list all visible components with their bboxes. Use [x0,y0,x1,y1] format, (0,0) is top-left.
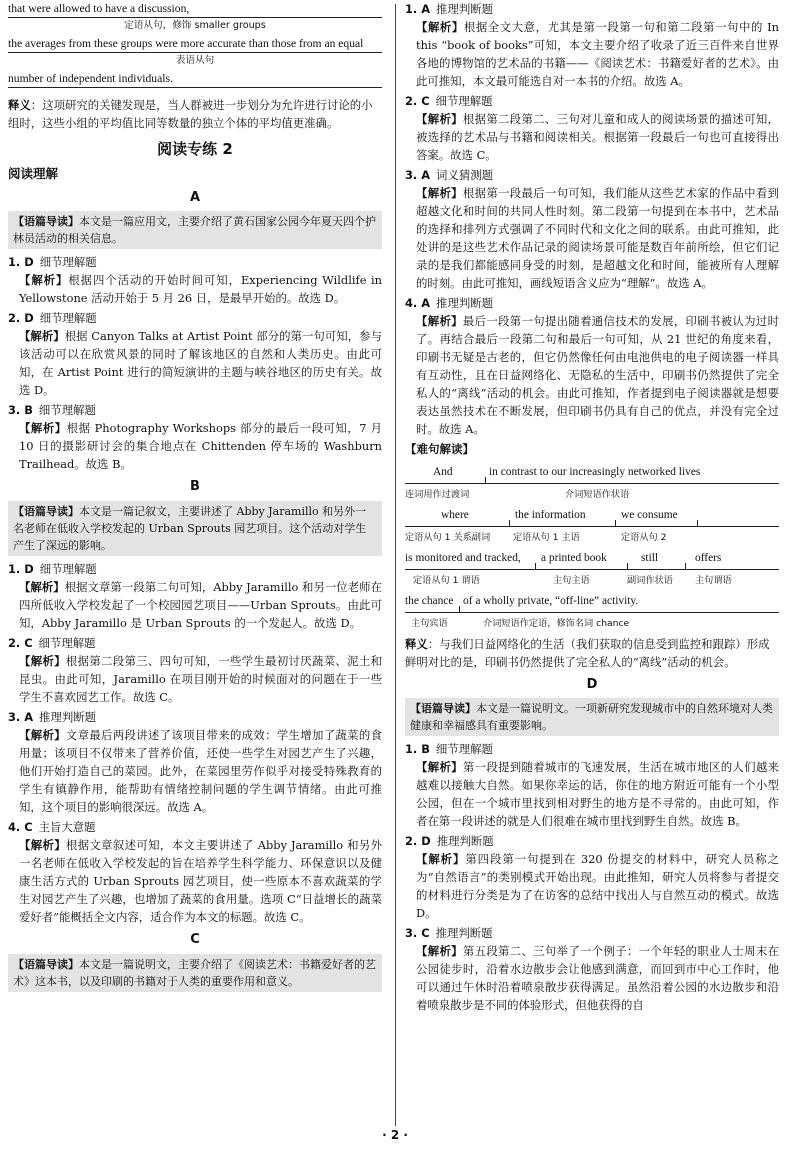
analysis-row-1: And in contrast to our increasingly networked lives [405,461,779,484]
question-a1: 1. D 细节理解题 【解析】根据四个活动的开始时间可知，Experiencing Wildlife in Yellowstone 活动开始于 5 月 26 日，是最早开始的。故选 D。 [8,255,382,306]
question-b2: 2. C 细节理解题 【解析】根据第二段第三、四句可知，一些学生最初讨厌蔬菜、泥土和昆虫。由此可知，Jaramillo 在项目刚开始的时候面对的问题在于一些学生不喜欢园艺工作。故选 C。 [8,636,382,705]
question-c1: 1. A 推理判断题 【解析】根据全文大意，尤其是第一段第一句和第二段第一句中的 In this “book of books”可知，本文主要介绍了收录了近三百件来自世界各地的博物馆的艺术品的书籍——《阅读艺术：书籍爱好者的艺术》。由此可推知，本文最可能选自对一本书的介绍。故选 A。 [405,2,779,89]
guide-text: 本文是一篇应用文，主要介绍了黄石国家公园今年夏天四个护林员活动的相关信息。 [13,215,376,246]
difficult-sentence-title: 【难句解读】 [405,442,474,457]
right-column [405,0,779,1014]
question-c3: 3. A 词义猜测题 【解析】根据第一段最后一句可知，我们能从这些艺术家的作品中看到超越文化和时间的共同人性时刻。第二段第一句提到在本书中，艺术品的选择和排列方式强调了不同时代和文化之间的联系。由此可推知，此处讲的是这些艺术作品记录的阅读场景可能是数百年前所绘，但它们记录的是我们都能感同身受的时刻，是超越文化和时间，能被所有人理解的时刻。由此可推知，画线短语含义应为“理解”。故选 A。 [405,168,779,291]
analysis-underline-1 [8,17,382,18]
subsection-title: 阅读理解 [8,165,59,181]
passage-guide-a [8,211,382,249]
difficult-translation: 释义：与我们日益网络化的生活（我们获取的信息受到监控和跟踪）形成鲜明对比的是，印刷书仍然提供了完全私人的“离线”活动的机会。 [405,636,770,669]
analysis-translation [8,96,382,132]
translation-text: ：这项研究的关键发现是，当人群被进一步划分为允许进行讨论的小组时，这些小组的平均值比同等数量的独立个体的平均值更准确。 [8,98,373,131]
question-a3: 3. B 细节理解题 【解析】根据 Photography Workshops 部分的最后一段可知，7 月 10 日的摄影研讨会的集合地点在 Chittenden 停车场的 Washburn Trailhead。故选 B。 [8,403,382,472]
left-column [8,0,382,996]
passage-letter-b: B [190,479,200,495]
passage-letter-c: C [190,932,200,948]
question-b3: 3. A 推理判断题 【解析】文章最后两段讲述了该项目带来的成效：学生增加了蔬菜的食用量；该项目不仅带来了营养价值，还使一些学生对园艺产生了兴趣，他们开始打造自己的菜园。此外，在菜园里劳作似乎对接受特殊教育的学生有镇静作用，能帮助有情绪控制问题的学生调节情绪。由此可推知，这个项目的影响很深远。故选 A。 [8,710,382,815]
analysis-row-3: is monitored and tracked, a printed book still offers [405,547,779,570]
page-number: · 2 · [382,1128,408,1143]
question-c4: 4. A 推理判断题 【解析】最后一段第一句提出随着通信技术的发展，印刷书被认为过时了。再结合最后一段第二句和最后一句可知，从 21 世纪的角度来看，印刷书无疑是古老的，但它仍然像任何由电池供电的电子阅读器一样具有互动性，且在日益网络化、无隐私的生活中，印刷书仍然提供了完全私人的“离线”活动的机会。由此可推知，作者提到电子阅读器就是想要表达虽然技术在不断发展，但印刷书仍具有自己的优点，并没有完全过时。故选 A。 [405,296,779,437]
analysis-line-1: that were allowed to have a discussion, [8,2,190,15]
passage-letter-a: A [189,189,201,205]
label-row-2: 定语从句 1 关系副词 定语从句 1 主语 定语从句 2 [405,531,667,543]
section-title: 阅读专练 2 [157,140,233,159]
label-row-1: 连词用作过渡词 介词短语作状语 [405,488,630,500]
translation-tag: 释义 [8,98,31,113]
guide-tag: 【语篇导读】 [13,215,79,229]
sentence-analysis-top [8,0,382,132]
question-d3: 3. C 推理判断题 【解析】第五段第二、三句举了一个例子：一个年轻的职业人士周末在公园徒步时，沿着水边散步会让他感到满意，而回到市中心工作时，他可以通过午休时沿着喷泉散步获得满足。虽然沿着公园的水边散步和沿着喷泉散步是不同的体验形式，但他获得的自 [405,926,779,1013]
analysis-row-4: the chance of a wholly private, “off-line” activity. [405,590,779,613]
label-row-4: 主句宾语 介词短语作定语，修饰名词 chance [411,617,630,629]
analysis-line-3: number of independent individuals. [8,68,382,88]
question-b1: 1. D 细节理解题 【解析】根据文章第一段第二句可知，Abby Jaramillo 和另一位老师在四所低收入学校发起了一个校园园艺项目——Urban Sprouts。由此可知，Abby Jaramillo 是 Urban Sprouts 的一个发起人。故选 D。 [8,562,382,631]
passage-guide-b: 【语篇导读】本文是一篇记叙文，主要讲述了 Abby Jaramillo 和另外一名老师在低收入学校发起的 Urban Sprouts 园艺项目。这个活动对学生产生了深远的影响。 [8,501,382,556]
question-d2: 2. D 推理判断题 【解析】第四段第一句提到在 320 份提交的材料中，研究人员称之为“自然语言”的类别模式开始出现。由此推知，研究人员将参与者提交的材料进行分类是为了在访客的总结中找出人与自然互动的模式。故选 D。 [405,834,779,921]
analysis-label-2: 表语从句 [175,55,215,67]
passage-letter-d: D [586,676,598,692]
passage-guide-d: 【语篇导读】本文是一篇说明文。一项新研究发现城市中的自然环境对人类健康和幸福感具有重要影响。 [405,698,779,736]
difficult-sentence-block [405,440,779,670]
analysis-row-2: where the information we consume [405,504,779,527]
question-c2: 2. C 细节理解题 【解析】根据第二段第二、三句对儿童和成人的阅读场景的描述可知，被选择的艺术品与书籍和阅读相关。根据第一段最后一句也可直接得出答案。故选 C。 [405,94,779,163]
question-b4: 4. C 主旨大意题 【解析】根据文章叙述可知，本文主要讲述了 Abby Jaramillo 和另外一名老师在低收入学校发起的旨在培养学生科学能力、环保意识以及健康生活方式的 Urban Sprouts 园艺项目，使一些原本不喜欢蔬菜的学生对园艺产生了兴趣，也增加了蔬菜的食用量。选项 C“日益增长的蔬菜爱好者”能概括全文内容，适合作为本文的标题。故选 C。 [8,820,382,925]
question-d1: 1. B 细节理解题 【解析】第一段提到随着城市的飞速发展，生活在城市地区的人们越来越难以接触大自然。如果你幸运的话，你住的地方附近可能有一个小型公园，但在一个城市里找到相对野生的地方是不寻常的。由此可知，作者在第一段讲述的就是人们很难在城市里找到野生自然。故选 B。 [405,742,779,829]
analysis-line-2: the averages from these groups were more accurate than those from an equal [8,33,382,53]
label-row-3: 定语从句 1 谓语 主句主语 副词作状语 主句谓语 [413,574,732,586]
column-divider [395,4,396,1126]
passage-guide-c: 【语篇导读】本文是一篇说明文，主要介绍了《阅读艺术：书籍爱好者的艺术》这本书，以及印刷的书籍对于人类的重要作用和意义。 [8,954,382,992]
question-a2: 2. D 细节理解题 【解析】根据 Canyon Talks at Artist Point 部分的第一句可知，参与该活动可以在欣赏风景的同时了解该地区的自然和人类历史。由此可知，在 Artist Point 进行的简短演讲的主题与峡谷地区的历史有关。故选 D。 [8,311,382,398]
analysis-label-1: 定语从句，修饰 smaller groups [124,20,266,32]
